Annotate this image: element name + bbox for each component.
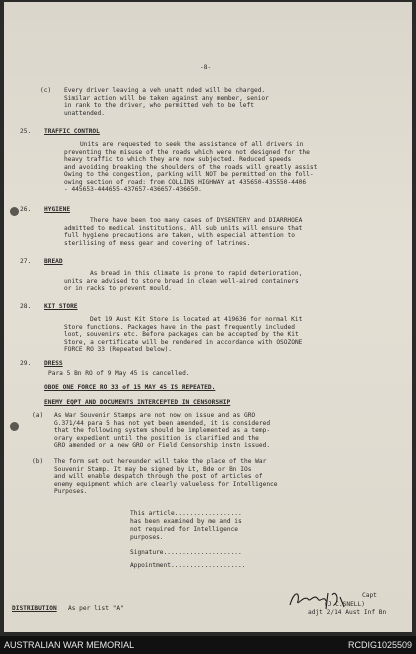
item-label: (c) <box>40 87 52 94</box>
item-text: GRO amended or a new GRO or Field Censorship instn issued. <box>54 442 271 449</box>
item-text: in rank to the driver, who permitted veh to be left <box>64 102 254 109</box>
section-text: admitted to medical institutions. All sub units will ensure that <box>64 224 303 232</box>
section-text: or in racks to prevent mould. <box>64 285 173 292</box>
form-line: purposes. <box>130 534 164 541</box>
item-label: (a) <box>32 412 44 419</box>
distribution-label: DISTRIBUTION <box>12 605 57 612</box>
footer-id: RCDIG1025509 <box>347 640 412 650</box>
punch-hole <box>10 422 19 431</box>
signature-rank: Capt <box>362 592 377 599</box>
item-text: orary expedient until the position is clarified and the <box>54 434 259 442</box>
section-text: Det 19 Aust Kit Store is located at 419636 for normal Kit <box>90 316 303 323</box>
page-number: -8- <box>200 64 212 71</box>
item-text: As War Souvenir Stamps are not now on issue and as GRO <box>54 412 256 419</box>
signature-unit: adjt 2/14 Aust Inf Bn <box>308 609 387 616</box>
section-heading: BREAD <box>44 258 63 265</box>
form-line: Signature..................... <box>130 549 242 556</box>
form-line: has been examined by me and is <box>130 518 242 525</box>
signature-name: (J.C.SNELL) <box>324 601 365 608</box>
item-text: Souvenir Stamp. It may be signed by Lt, Bde or Bn IOs <box>54 465 252 473</box>
section-text: Owing to the congestion, parking will NOT be permitted on the foll- <box>64 171 314 178</box>
section-text: FORCE RO 33 (Repeated below). <box>64 346 173 353</box>
section-text: There have been too many cases of DYSENTERY and DIARRHOEA <box>90 217 303 224</box>
section-text: and avoiding breaking the shoulders of the roads will greatly assist <box>64 163 318 171</box>
section-heading: DRESS <box>44 360 63 367</box>
item-text: that the following system should be implemented as a temp- <box>54 427 271 434</box>
section-text: sterilising of mess gear and covering of latrines. <box>64 239 251 247</box>
enemy-heading: ENEMY EQPT AND DOCUMENTS INTERCEPTED IN CENSORSHIP <box>44 399 231 406</box>
archive-footer <box>0 636 416 654</box>
section-text: heavy traffic to which they are now subjected. Reduced speeds <box>64 156 292 163</box>
section-text: preventing the misuse of the roads which were not designed for the <box>64 148 310 156</box>
section-text: Store, a certificate will be rendered in accordance with OSOZONE <box>64 338 303 346</box>
section-text: owing section of road: from COLLINS HIGHWAY at 435650-435550-4406 <box>64 178 307 186</box>
item-text: enemy equipment which are clearly valueless for Intelligence <box>54 480 278 488</box>
section-heading: KIT STORE <box>44 303 78 310</box>
item-label: (b) <box>32 458 44 465</box>
section-number: 29. <box>20 360 32 367</box>
item-text: Every driver leaving a veh unatt nded will be charged. <box>64 87 266 94</box>
section-text: As bread in this climate is prone to rapid deterioration, <box>90 270 303 277</box>
form-line: This article.................. <box>130 510 242 517</box>
distribution-text: As per list "A" <box>68 605 124 612</box>
section-text: Para 5 Bn RO of 9 May 45 is cancelled. <box>48 370 190 377</box>
section-text: - 445653-444655-437657-436657-436650. <box>64 186 202 193</box>
form-line: Appointment.................... <box>130 562 246 569</box>
item-text: unattended. <box>64 109 105 117</box>
section-text: Units are requested to seek the assistance of all drivers in <box>80 141 304 148</box>
section-text: loot, souvenirs etc. Before packages can be accepted by the Kit <box>64 331 299 338</box>
section-text: units are advised to store bread in clean well-aired containers <box>64 277 299 285</box>
repeat-heading: OBOE ONE FORCE RO 33 of 15 MAY 45 IS REPEATED. <box>44 384 216 391</box>
section-text: Store functions. Packages have in the past frequently included <box>64 323 295 331</box>
item-text: G.371/44 para 5 has not yet been amended, it is considered <box>54 419 271 427</box>
form-line: not required for Intelligence <box>130 526 239 533</box>
section-number: 28. <box>20 303 32 310</box>
section-heading: TRAFFIC CONTROL <box>44 128 100 135</box>
punch-hole <box>10 207 19 216</box>
document-page <box>4 2 412 632</box>
section-number: 26. <box>20 206 32 213</box>
section-number: 25. <box>20 128 32 135</box>
footer-source: AUSTRALIAN WAR MEMORIAL <box>4 640 135 650</box>
item-text: Similar action will be taken against any member, senior <box>64 94 269 102</box>
item-text: The form set out hereunder will take the place of the War <box>54 458 267 465</box>
section-heading: HYGIENE <box>44 206 71 213</box>
section-text: full hygiene precautions are taken, with especial attention to <box>64 232 295 239</box>
item-text: and will enable despatch through the post of articles of <box>54 473 263 480</box>
item-text: Purposes. <box>54 488 88 495</box>
section-number: 27. <box>20 258 32 265</box>
